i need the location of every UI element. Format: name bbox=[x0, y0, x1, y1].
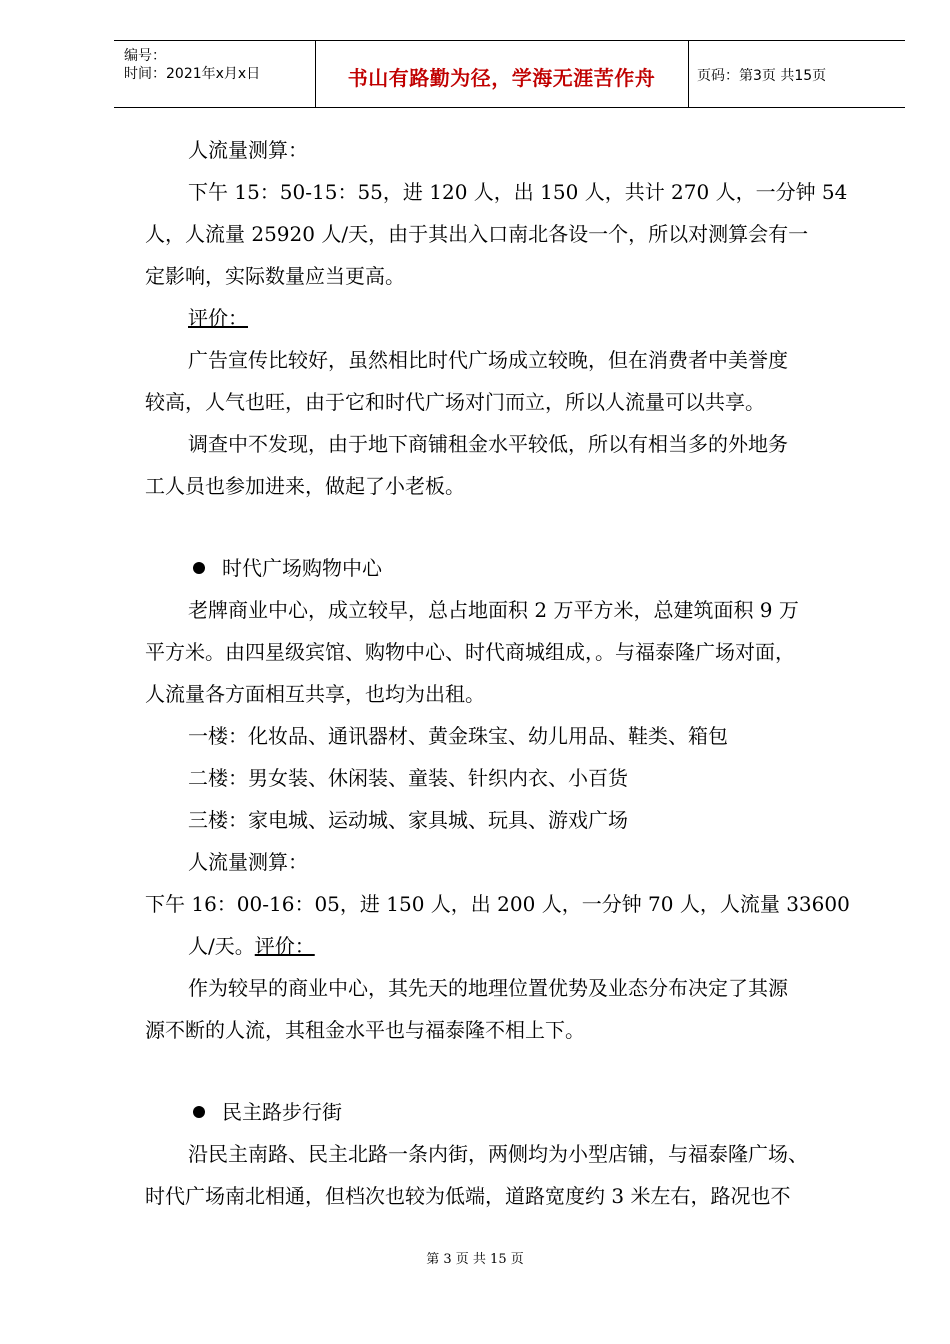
serial-label: 编号： bbox=[124, 48, 166, 64]
paragraph: 平方米。由四星级宾馆、购物中心、时代商城组成，。与福泰隆广场对面， bbox=[145, 640, 795, 664]
paragraph: 定影响，实际数量应当更高。 bbox=[145, 264, 405, 288]
flow-unit: 人/天。 bbox=[188, 934, 255, 958]
paragraph: 人，人流量 25920 人/天，由于其出入口南北各设一个，所以对测算会有一 bbox=[145, 222, 809, 246]
paragraph: 人流量测算： bbox=[188, 138, 308, 162]
paragraph: 老牌商业中心，成立较早，总占地面积 2 万平方米，总建筑面积 9 万 bbox=[188, 598, 799, 622]
page-footer: 第 3 页 共 15 页 bbox=[426, 1252, 524, 1267]
paragraph: 时代广场南北相通，但档次也较为低端，道路宽度约 3 米左右，路况也不 bbox=[145, 1184, 791, 1208]
paragraph: 下午 15：50-15：55，进 120 人，出 150 人，共计 270 人，一分钟 54 bbox=[188, 180, 848, 204]
floor-item: 三楼：家电城、运动城、家具城、玩具、游戏广场 bbox=[188, 808, 628, 832]
floor-item: 一楼：化妆品、通讯器材、黄金珠宝、幼儿用品、鞋类、箱包 bbox=[188, 724, 728, 748]
time-label: 时间：2021年x月x日 bbox=[124, 66, 261, 82]
bullet-icon bbox=[193, 1106, 205, 1118]
paragraph: 沿民主南路、民主北路一条内街，两侧均为小型店铺，与福泰隆广场、 bbox=[188, 1142, 808, 1166]
header-page-cell bbox=[689, 41, 905, 107]
paragraph: 工人员也参加进来，做起了小老板。 bbox=[145, 474, 465, 498]
paragraph: 人流量各方面相互共享，也均为出租。 bbox=[145, 682, 485, 706]
floor-item: 二楼：男女装、休闲装、童装、针织内衣、小百货 bbox=[188, 766, 628, 790]
page-header bbox=[114, 40, 905, 108]
flow-line bbox=[188, 932, 315, 960]
paragraph: 较高，人气也旺，由于它和时代广场对门而立，所以人流量可以共享。 bbox=[145, 390, 765, 414]
paragraph: 广告宣传比较好，虽然相比时代广场成立较晚，但在消费者中美誉度 bbox=[188, 348, 788, 372]
paragraph: 人流量测算： bbox=[188, 850, 308, 874]
paragraph: 源不断的人流，其租金水平也与福泰隆不相上下。 bbox=[145, 1018, 585, 1042]
header-motto-cell bbox=[315, 41, 689, 107]
paragraph: 调查中不发现，由于地下商铺租金水平较低，所以有相当多的外地务 bbox=[188, 432, 788, 456]
section-title: 时代广场购物中心 bbox=[222, 556, 382, 580]
header-meta bbox=[114, 41, 316, 107]
paragraph: 下午 16：00-16：05，进 150 人，出 200 人，一分钟 70 人，人流量 33600 bbox=[145, 892, 850, 916]
paragraph: 作为较早的商业中心，其先天的地理位置优势及业态分布决定了其源 bbox=[188, 976, 788, 1000]
page-label: 页码：第3页 共15页 bbox=[697, 68, 827, 84]
motto: 书山有路勤为径，学海无涯苦作舟 bbox=[347, 66, 656, 90]
bullet-icon bbox=[193, 562, 205, 574]
eval-label: 评价： bbox=[254, 934, 315, 958]
section-title: 民主路步行街 bbox=[222, 1100, 342, 1124]
eval-label: 评价： bbox=[188, 306, 248, 330]
